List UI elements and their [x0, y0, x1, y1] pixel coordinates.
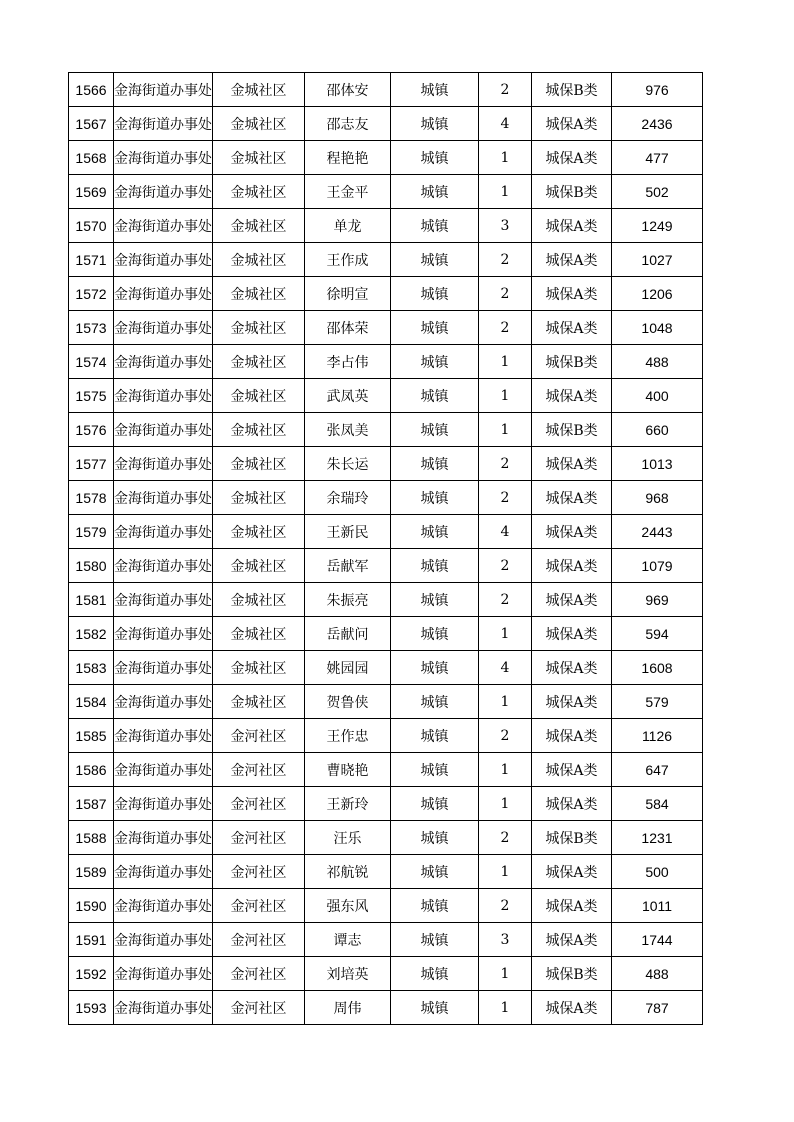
row-number-cell: 1575 [69, 379, 114, 413]
street-office-cell: 金海街道办事处 [114, 719, 213, 753]
member-count-cell: 4 [479, 651, 532, 685]
community-cell: 金城社区 [213, 345, 305, 379]
amount-cell: 584 [612, 787, 703, 821]
member-count-cell: 3 [479, 209, 532, 243]
community-cell: 金城社区 [213, 107, 305, 141]
street-office-cell: 金海街道办事处 [114, 141, 213, 175]
amount-cell: 1744 [612, 923, 703, 957]
street-office-cell: 金海街道办事处 [114, 345, 213, 379]
amount-cell: 579 [612, 685, 703, 719]
amount-cell: 647 [612, 753, 703, 787]
street-office-cell: 金海街道办事处 [114, 685, 213, 719]
person-name-cell: 王新民 [305, 515, 391, 549]
table-row [69, 549, 703, 583]
amount-cell: 502 [612, 175, 703, 209]
person-name-cell: 岳献军 [305, 549, 391, 583]
person-name-cell: 朱振亮 [305, 583, 391, 617]
community-cell: 金河社区 [213, 719, 305, 753]
community-cell: 金城社区 [213, 73, 305, 107]
community-cell: 金城社区 [213, 515, 305, 549]
street-office-cell: 金海街道办事处 [114, 175, 213, 209]
amount-cell: 477 [612, 141, 703, 175]
row-number-cell: 1574 [69, 345, 114, 379]
street-office-cell: 金海街道办事处 [114, 73, 213, 107]
amount-cell: 1608 [612, 651, 703, 685]
community-cell: 金河社区 [213, 923, 305, 957]
household-type-cell: 城镇 [391, 685, 479, 719]
table-body [69, 73, 703, 1025]
row-number-cell: 1591 [69, 923, 114, 957]
table-row [69, 345, 703, 379]
row-number-cell: 1579 [69, 515, 114, 549]
street-office-cell: 金海街道办事处 [114, 107, 213, 141]
household-type-cell: 城镇 [391, 957, 479, 991]
table-row [69, 175, 703, 209]
person-name-cell: 刘培英 [305, 957, 391, 991]
amount-cell: 2443 [612, 515, 703, 549]
household-type-cell: 城镇 [391, 753, 479, 787]
insurance-category-cell: 城保A类 [532, 311, 612, 345]
community-cell: 金河社区 [213, 753, 305, 787]
member-count-cell: 2 [479, 481, 532, 515]
community-cell: 金城社区 [213, 277, 305, 311]
person-name-cell: 单龙 [305, 209, 391, 243]
member-count-cell: 1 [479, 855, 532, 889]
insurance-category-cell: 城保A类 [532, 787, 612, 821]
household-type-cell: 城镇 [391, 447, 479, 481]
table-row [69, 651, 703, 685]
table-row [69, 617, 703, 651]
insurance-category-cell: 城保B类 [532, 175, 612, 209]
amount-cell: 976 [612, 73, 703, 107]
street-office-cell: 金海街道办事处 [114, 243, 213, 277]
household-type-cell: 城镇 [391, 73, 479, 107]
household-type-cell: 城镇 [391, 719, 479, 753]
member-count-cell: 4 [479, 515, 532, 549]
amount-cell: 2436 [612, 107, 703, 141]
table-row [69, 923, 703, 957]
person-name-cell: 邵体安 [305, 73, 391, 107]
row-number-cell: 1586 [69, 753, 114, 787]
table-row [69, 889, 703, 923]
household-type-cell: 城镇 [391, 991, 479, 1025]
person-name-cell: 余瑞玲 [305, 481, 391, 515]
street-office-cell: 金海街道办事处 [114, 821, 213, 855]
row-number-cell: 1587 [69, 787, 114, 821]
street-office-cell: 金海街道办事处 [114, 277, 213, 311]
insurance-category-cell: 城保A类 [532, 515, 612, 549]
row-number-cell: 1576 [69, 413, 114, 447]
person-name-cell: 武凤英 [305, 379, 391, 413]
insurance-category-cell: 城保A类 [532, 447, 612, 481]
amount-cell: 660 [612, 413, 703, 447]
table-row [69, 991, 703, 1025]
member-count-cell: 1 [479, 345, 532, 379]
street-office-cell: 金海街道办事处 [114, 481, 213, 515]
person-name-cell: 岳献问 [305, 617, 391, 651]
community-cell: 金城社区 [213, 651, 305, 685]
person-name-cell: 谭志 [305, 923, 391, 957]
amount-cell: 1249 [612, 209, 703, 243]
table-row [69, 957, 703, 991]
community-cell: 金城社区 [213, 243, 305, 277]
member-count-cell: 1 [479, 141, 532, 175]
insurance-category-cell: 城保A类 [532, 583, 612, 617]
table-row [69, 481, 703, 515]
insurance-category-cell: 城保B类 [532, 413, 612, 447]
insurance-category-cell: 城保B类 [532, 73, 612, 107]
street-office-cell: 金海街道办事处 [114, 311, 213, 345]
insurance-category-cell: 城保A类 [532, 379, 612, 413]
amount-cell: 1126 [612, 719, 703, 753]
household-type-cell: 城镇 [391, 617, 479, 651]
household-type-cell: 城镇 [391, 413, 479, 447]
insurance-category-cell: 城保A类 [532, 651, 612, 685]
table-row [69, 73, 703, 107]
table-row [69, 379, 703, 413]
member-count-cell: 2 [479, 583, 532, 617]
person-name-cell: 贺鲁侠 [305, 685, 391, 719]
table-row [69, 583, 703, 617]
community-cell: 金城社区 [213, 379, 305, 413]
household-type-cell: 城镇 [391, 209, 479, 243]
insurance-category-cell: 城保B类 [532, 821, 612, 855]
member-count-cell: 1 [479, 413, 532, 447]
row-number-cell: 1588 [69, 821, 114, 855]
household-type-cell: 城镇 [391, 243, 479, 277]
member-count-cell: 3 [479, 923, 532, 957]
household-type-cell: 城镇 [391, 481, 479, 515]
amount-cell: 1013 [612, 447, 703, 481]
insurance-category-cell: 城保A类 [532, 685, 612, 719]
amount-cell: 400 [612, 379, 703, 413]
row-number-cell: 1583 [69, 651, 114, 685]
member-count-cell: 2 [479, 549, 532, 583]
insurance-category-cell: 城保A类 [532, 277, 612, 311]
amount-cell: 1027 [612, 243, 703, 277]
insurance-category-cell: 城保B类 [532, 345, 612, 379]
insurance-category-cell: 城保A类 [532, 549, 612, 583]
amount-cell: 1206 [612, 277, 703, 311]
table-row [69, 855, 703, 889]
insurance-category-cell: 城保A类 [532, 923, 612, 957]
community-cell: 金河社区 [213, 855, 305, 889]
street-office-cell: 金海街道办事处 [114, 991, 213, 1025]
community-cell: 金河社区 [213, 991, 305, 1025]
insurance-category-cell: 城保A类 [532, 243, 612, 277]
table-row [69, 209, 703, 243]
row-number-cell: 1568 [69, 141, 114, 175]
household-type-cell: 城镇 [391, 107, 479, 141]
table-row [69, 719, 703, 753]
amount-cell: 488 [612, 957, 703, 991]
community-cell: 金城社区 [213, 549, 305, 583]
person-name-cell: 李占伟 [305, 345, 391, 379]
table-row [69, 107, 703, 141]
insurance-category-cell: 城保A类 [532, 209, 612, 243]
amount-cell: 969 [612, 583, 703, 617]
street-office-cell: 金海街道办事处 [114, 651, 213, 685]
street-office-cell: 金海街道办事处 [114, 413, 213, 447]
member-count-cell: 4 [479, 107, 532, 141]
household-type-cell: 城镇 [391, 515, 479, 549]
community-cell: 金河社区 [213, 787, 305, 821]
member-count-cell: 2 [479, 889, 532, 923]
community-cell: 金城社区 [213, 141, 305, 175]
member-count-cell: 2 [479, 277, 532, 311]
member-count-cell: 1 [479, 753, 532, 787]
row-number-cell: 1592 [69, 957, 114, 991]
row-number-cell: 1581 [69, 583, 114, 617]
table-row [69, 311, 703, 345]
household-type-cell: 城镇 [391, 311, 479, 345]
household-type-cell: 城镇 [391, 141, 479, 175]
street-office-cell: 金海街道办事处 [114, 957, 213, 991]
row-number-cell: 1593 [69, 991, 114, 1025]
street-office-cell: 金海街道办事处 [114, 515, 213, 549]
person-name-cell: 强东风 [305, 889, 391, 923]
person-name-cell: 张凤美 [305, 413, 391, 447]
insurance-category-cell: 城保A类 [532, 719, 612, 753]
table-row [69, 753, 703, 787]
row-number-cell: 1584 [69, 685, 114, 719]
amount-cell: 488 [612, 345, 703, 379]
household-type-cell: 城镇 [391, 345, 479, 379]
household-type-cell: 城镇 [391, 583, 479, 617]
person-name-cell: 祁航锐 [305, 855, 391, 889]
insurance-category-cell: 城保A类 [532, 141, 612, 175]
table-row [69, 685, 703, 719]
insurance-category-cell: 城保A类 [532, 889, 612, 923]
row-number-cell: 1582 [69, 617, 114, 651]
member-count-cell: 1 [479, 957, 532, 991]
community-cell: 金城社区 [213, 175, 305, 209]
amount-cell: 1079 [612, 549, 703, 583]
street-office-cell: 金海街道办事处 [114, 379, 213, 413]
row-number-cell: 1573 [69, 311, 114, 345]
person-name-cell: 王作成 [305, 243, 391, 277]
insurance-category-cell: 城保A类 [532, 753, 612, 787]
community-cell: 金河社区 [213, 957, 305, 991]
member-count-cell: 1 [479, 175, 532, 209]
member-count-cell: 2 [479, 311, 532, 345]
person-name-cell: 汪乐 [305, 821, 391, 855]
person-name-cell: 徐明宣 [305, 277, 391, 311]
insurance-category-cell: 城保A类 [532, 107, 612, 141]
member-count-cell: 2 [479, 73, 532, 107]
household-type-cell: 城镇 [391, 549, 479, 583]
household-type-cell: 城镇 [391, 821, 479, 855]
member-count-cell: 2 [479, 821, 532, 855]
household-type-cell: 城镇 [391, 277, 479, 311]
community-cell: 金河社区 [213, 821, 305, 855]
person-name-cell: 王金平 [305, 175, 391, 209]
amount-cell: 1048 [612, 311, 703, 345]
member-count-cell: 2 [479, 243, 532, 277]
row-number-cell: 1567 [69, 107, 114, 141]
street-office-cell: 金海街道办事处 [114, 447, 213, 481]
household-type-cell: 城镇 [391, 651, 479, 685]
person-name-cell: 邵志友 [305, 107, 391, 141]
street-office-cell: 金海街道办事处 [114, 549, 213, 583]
street-office-cell: 金海街道办事处 [114, 753, 213, 787]
member-count-cell: 1 [479, 991, 532, 1025]
row-number-cell: 1571 [69, 243, 114, 277]
community-cell: 金城社区 [213, 617, 305, 651]
row-number-cell: 1589 [69, 855, 114, 889]
row-number-cell: 1566 [69, 73, 114, 107]
community-cell: 金城社区 [213, 311, 305, 345]
community-cell: 金城社区 [213, 209, 305, 243]
table-row [69, 821, 703, 855]
member-count-cell: 1 [479, 617, 532, 651]
amount-cell: 787 [612, 991, 703, 1025]
row-number-cell: 1580 [69, 549, 114, 583]
household-type-cell: 城镇 [391, 787, 479, 821]
row-number-cell: 1569 [69, 175, 114, 209]
person-name-cell: 邵体荣 [305, 311, 391, 345]
row-number-cell: 1570 [69, 209, 114, 243]
community-cell: 金城社区 [213, 413, 305, 447]
street-office-cell: 金海街道办事处 [114, 855, 213, 889]
member-count-cell: 1 [479, 685, 532, 719]
member-count-cell: 1 [479, 787, 532, 821]
member-count-cell: 1 [479, 379, 532, 413]
table-row [69, 787, 703, 821]
household-type-cell: 城镇 [391, 175, 479, 209]
person-name-cell: 程艳艳 [305, 141, 391, 175]
row-number-cell: 1590 [69, 889, 114, 923]
household-type-cell: 城镇 [391, 855, 479, 889]
household-type-cell: 城镇 [391, 923, 479, 957]
person-name-cell: 朱长运 [305, 447, 391, 481]
amount-cell: 500 [612, 855, 703, 889]
amount-cell: 1231 [612, 821, 703, 855]
insurance-category-cell: 城保B类 [532, 957, 612, 991]
person-name-cell: 王作忠 [305, 719, 391, 753]
street-office-cell: 金海街道办事处 [114, 923, 213, 957]
row-number-cell: 1577 [69, 447, 114, 481]
community-cell: 金城社区 [213, 447, 305, 481]
amount-cell: 968 [612, 481, 703, 515]
household-type-cell: 城镇 [391, 379, 479, 413]
amount-cell: 1011 [612, 889, 703, 923]
insurance-category-cell: 城保A类 [532, 617, 612, 651]
community-cell: 金河社区 [213, 889, 305, 923]
community-cell: 金城社区 [213, 481, 305, 515]
insurance-category-cell: 城保A类 [532, 991, 612, 1025]
person-name-cell: 曹晓艳 [305, 753, 391, 787]
insurance-category-cell: 城保A类 [532, 481, 612, 515]
insurance-category-cell: 城保A类 [532, 855, 612, 889]
table-row [69, 141, 703, 175]
amount-cell: 594 [612, 617, 703, 651]
table-row [69, 243, 703, 277]
data-table [68, 72, 703, 1025]
table-row [69, 447, 703, 481]
row-number-cell: 1585 [69, 719, 114, 753]
street-office-cell: 金海街道办事处 [114, 209, 213, 243]
row-number-cell: 1572 [69, 277, 114, 311]
street-office-cell: 金海街道办事处 [114, 787, 213, 821]
row-number-cell: 1578 [69, 481, 114, 515]
person-name-cell: 姚园园 [305, 651, 391, 685]
person-name-cell: 周伟 [305, 991, 391, 1025]
street-office-cell: 金海街道办事处 [114, 583, 213, 617]
community-cell: 金城社区 [213, 583, 305, 617]
community-cell: 金城社区 [213, 685, 305, 719]
street-office-cell: 金海街道办事处 [114, 617, 213, 651]
household-type-cell: 城镇 [391, 889, 479, 923]
member-count-cell: 2 [479, 447, 532, 481]
street-office-cell: 金海街道办事处 [114, 889, 213, 923]
table-row [69, 277, 703, 311]
member-count-cell: 2 [479, 719, 532, 753]
table-row [69, 515, 703, 549]
person-name-cell: 王新玲 [305, 787, 391, 821]
table-row [69, 413, 703, 447]
